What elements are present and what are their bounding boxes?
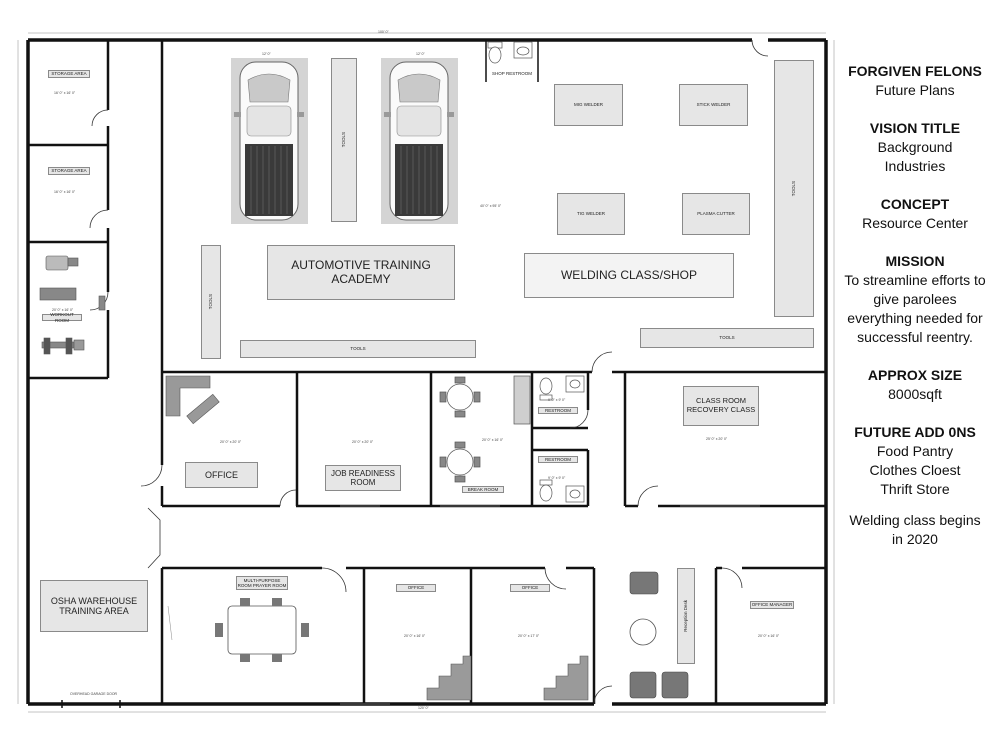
office-label: OFFICE bbox=[185, 462, 258, 488]
org-subtitle: Future Plans bbox=[875, 82, 955, 98]
dimension-office: 20' 0" x 17' 0" bbox=[518, 634, 540, 638]
classroom-label: CLASS ROOM RECOVERY CLASS bbox=[683, 386, 759, 426]
sink-icon bbox=[514, 42, 532, 58]
conference-table-icon bbox=[215, 598, 309, 662]
mission-line: give parolees bbox=[873, 291, 957, 307]
tools-bench bbox=[201, 245, 221, 359]
office-manager-label: OFFICE MANAGER bbox=[751, 602, 793, 608]
addons-section bbox=[832, 423, 998, 499]
truck-icon bbox=[384, 62, 454, 220]
sink-icon bbox=[566, 376, 584, 392]
org-section bbox=[832, 62, 998, 100]
osha-warehouse-label: OSHA WAREHOUSE TRAINING AREA bbox=[40, 580, 148, 632]
dimension-restroom: 9' 0" x 9' 0" bbox=[548, 476, 566, 480]
multipurpose-room-label: MULTI-PURPOSE ROOM PRAYER ROOM bbox=[237, 577, 287, 588]
stair-marks bbox=[168, 606, 172, 640]
note-line: in 2020 bbox=[892, 531, 938, 547]
stairs-icon bbox=[427, 656, 588, 700]
table-icon bbox=[440, 376, 530, 482]
size-text: 8000sqft bbox=[888, 386, 942, 402]
tools-bench bbox=[774, 60, 814, 317]
restroom-label: RESTROOM bbox=[538, 456, 578, 463]
dimension-office-manager: 20' 0" x 16' 0" bbox=[758, 634, 780, 638]
dimension-storage: 16' 0" x 16' 0" bbox=[54, 190, 76, 194]
shop-restroom-label: SHOP RESTROOM bbox=[488, 70, 536, 78]
dimension-classroom: 25' 0" x 20' 0" bbox=[706, 437, 728, 441]
dimension-top: 100' 0" bbox=[378, 30, 389, 34]
note-section bbox=[832, 511, 998, 549]
dimension-bay: 12' 0" bbox=[416, 52, 425, 56]
reception-desk-label: Reception Desk bbox=[683, 600, 689, 632]
job-readiness-label: JOB READINESS ROOM bbox=[325, 465, 401, 491]
tig-welder-label: TIG WELDER bbox=[557, 193, 625, 235]
dimension-job-readiness: 20' 0" x 20' 0" bbox=[352, 440, 374, 444]
concept-title: CONCEPT bbox=[880, 196, 950, 212]
stick-welder-label: STICK WELDER bbox=[679, 84, 748, 126]
mig-welder-label: MIG WELDER bbox=[554, 84, 623, 126]
office-label: OFFICE bbox=[510, 584, 550, 592]
size-section bbox=[832, 366, 998, 404]
vision-section bbox=[832, 119, 998, 176]
addons-title: FUTURE ADD 0NS bbox=[854, 424, 976, 440]
addon-item: Food Pantry bbox=[876, 443, 954, 459]
workout-room-label: WORKOUT ROOM bbox=[42, 314, 82, 321]
toilet-icon bbox=[488, 42, 502, 63]
dimension-bottom: 120' 0" bbox=[418, 706, 429, 710]
mission-line: successful reentry. bbox=[857, 329, 973, 345]
tools-bench-label: TOOLS bbox=[640, 328, 814, 348]
workout-equipment-icon bbox=[40, 256, 105, 354]
vision-title: VISION TITLE bbox=[869, 120, 961, 136]
mission-line: everything needed for bbox=[847, 310, 983, 326]
note-line: Welding class begins bbox=[849, 512, 981, 528]
plasma-cutter-label: PLASMA CUTTER bbox=[682, 193, 750, 235]
concept-text: Resource Center bbox=[862, 215, 968, 231]
dimension-bay: 12' 0" bbox=[262, 52, 271, 56]
sink-icon bbox=[566, 486, 584, 502]
truck-icon bbox=[234, 62, 304, 220]
tools-label: TOOLS bbox=[791, 180, 797, 197]
windows bbox=[340, 506, 760, 704]
mission-title: MISSION bbox=[885, 253, 945, 269]
dimension-break-room: 20' 0" x 16' 0" bbox=[482, 438, 504, 442]
welding-shop-label: WELDING CLASS/SHOP bbox=[524, 253, 734, 298]
vision-line: Background bbox=[877, 139, 953, 155]
dimension-office: 20' 0" x 16' 0" bbox=[404, 634, 426, 638]
desk-icon bbox=[166, 376, 219, 424]
dimension-workout: 20' 0" x 16' 0" bbox=[52, 308, 74, 312]
org-title: FORGIVEN FELONS bbox=[848, 63, 982, 79]
tools-bench bbox=[331, 58, 357, 222]
restroom-label: RESTROOM bbox=[538, 407, 578, 414]
size-title: APPROX SIZE bbox=[867, 367, 963, 383]
info-panel bbox=[832, 62, 998, 568]
tools-bench-label: TOOLS bbox=[240, 340, 476, 358]
overhead-garage-door-label: OVERHEAD GARAGE DOOR bbox=[70, 692, 118, 696]
office-label: OFFICE bbox=[396, 584, 436, 592]
tools-label: TOOLS bbox=[341, 132, 347, 148]
concept-section bbox=[832, 195, 998, 233]
tools-label: TOOLS bbox=[208, 294, 214, 310]
vision-line: Industries bbox=[884, 158, 946, 174]
dimension-office: 20' 0" x 20' 0" bbox=[220, 440, 242, 444]
storage-area-label: STORAGE AREA bbox=[48, 167, 90, 175]
mission-line: To streamline efforts to bbox=[844, 272, 986, 288]
reception-desk bbox=[677, 568, 695, 664]
dimension-shop: 40' 0" x 95' 0" bbox=[480, 204, 502, 208]
automotive-training-label: AUTOMOTIVE TRAINING ACADEMY bbox=[267, 245, 455, 300]
toilet-icon bbox=[540, 378, 552, 400]
addon-item: Clothes Cloest bbox=[869, 462, 961, 478]
mission-section bbox=[832, 252, 998, 347]
dimension-storage: 16' 0" x 16' 0" bbox=[54, 91, 76, 95]
addon-item: Thrift Store bbox=[880, 481, 950, 497]
break-room-label: BREAK ROOM bbox=[462, 486, 504, 493]
dimension-restroom: 9' 0" x 9' 0" bbox=[548, 398, 566, 402]
toilet-icon bbox=[540, 480, 552, 501]
storage-area-label: STORAGE AREA bbox=[48, 70, 90, 78]
